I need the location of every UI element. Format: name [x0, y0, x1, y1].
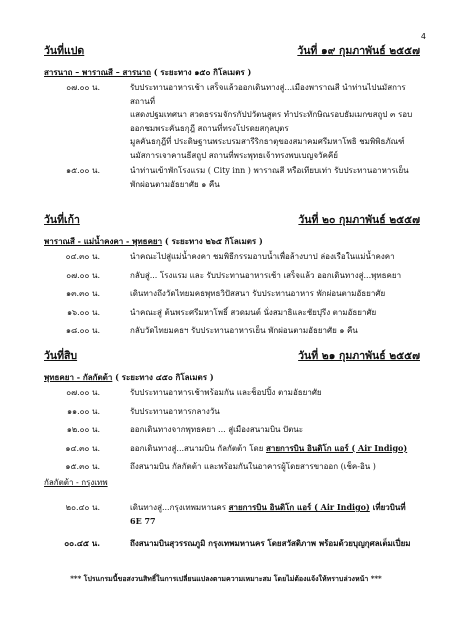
entry-time: ๑๕.๓๐ น.: [65, 462, 100, 471]
entry-description: รับประทานอาหารเช้า เสร็จแล้วออกเดินทางสู่...เมืองพาราณสี นำท่านไปนมัสการสถานที่ แสดงปฐมเทศนา สวดธรรมจักรกัปปวัตนสูตร ทำประทักษิณรอบธัมเมกขสถูป ๓ รอบ ออกชมพระคันธกุฎี สถานที่ทรงโปรดยสกุลบุตร มูลคันธกุฎีที่ ประดิษฐานพระบรมสารีริกธาตุของสมาคมศรีมหาโพธิ ชมพิพิธภัณฑ์ นมัสการเจาคานธีสถูป สถานที่พระพุทธเจ้าทรงพบเบญจวัคคีย์: [130, 83, 413, 160]
route-name: กัลกัตต้า - กรุงเทพ: [44, 478, 108, 487]
day-date: วันที่ ๑๙ กุมภาพันธ์ ๒๕๕๗: [297, 45, 420, 57]
route-distance: ( ระยะทาง ๒๖๕ กิโลเมตร ): [162, 236, 263, 246]
entry-description: กลับวัดไทยมคธฯ รับประทานอาหารเย็น พักผ่อนตามอัธยาศัย ๑ คืน: [130, 326, 358, 335]
entry-time: ๑๔.๓๐ น.: [65, 443, 100, 453]
entry-description: [130, 442, 420, 456]
airline-name: สายการบิน อินดิโก แอร์ ( Air Indigo): [228, 502, 370, 512]
entry-time: ๑๘.๐๐ น.: [65, 326, 100, 335]
page-number: 4: [420, 32, 426, 41]
entry-description-text: เดินทางสู่...กรุงเทพมหานคร: [130, 503, 229, 512]
entry-description: เดินทางถึงวัดไทยมคธพุทธวิปัสสนา รับประทานอาหาร พักผ่อนตามอัธยาศัย: [130, 289, 386, 298]
schedule-entry: [44, 269, 420, 283]
footer-note: *** โปรแกรมนี้ขอสงวนสิทธิ์ในการเปลี่ยนแปลงตามความเหมาะสม โดยไม่ต้องแจ้งให้ทราบล่วงหน้า ***: [70, 574, 382, 583]
schedule-entry: [44, 164, 420, 191]
day-header: [44, 349, 420, 363]
entry-time: ๑๒.๐๐ น.: [66, 425, 100, 434]
route-distance: ( ระยะทาง ๑๕๐ กิโลเมตร ): [150, 67, 252, 77]
day-label: วันที่สิบ: [44, 350, 78, 362]
entry-description: [130, 501, 420, 528]
entry-description: นำคณะสู่ ต้นพระศรีมหาโพธิ์ สวดมนต์ นั่งสมาธิและชัยปุรีง ตามอัธยาศัย: [130, 307, 377, 317]
day-section-9: [44, 213, 420, 338]
schedule-entry: [44, 287, 420, 301]
day-header: [44, 44, 420, 58]
airline-name: สายการบิน อินดิโก แอร์ ( Air Indigo): [265, 442, 408, 453]
entry-time: ๑๓.๓๐ น.: [66, 289, 100, 298]
schedule-entry: [44, 501, 420, 528]
entry-time: ๑๑.๐๐ น.: [66, 406, 100, 416]
route-name: สารนาถ – พาราณสี – สารนาถ: [44, 67, 151, 77]
route-name: พาราณสี - แม่น้ำคงคา - พุทธคยา: [44, 236, 163, 246]
day-label: วันที่เก้า: [44, 214, 80, 226]
entry-time: ๐๗.๐๐ น.: [66, 388, 100, 397]
day-header: [44, 213, 420, 227]
schedule-entry: [44, 324, 420, 338]
schedule-entry: [44, 460, 420, 474]
entry-time: ๑๖.๐๐ น.: [66, 307, 100, 317]
entry-description-text: ออกเดินทางสู่...สนามบิน กัลกัตต้า โดย: [130, 443, 266, 453]
route-line: [44, 235, 420, 247]
schedule-entry: [44, 250, 420, 264]
schedule-entry: [44, 386, 420, 400]
entry-time: ๐๔.๓๐ น.: [65, 252, 100, 261]
entry-time: ๐๗.๐๐ น.: [66, 83, 100, 92]
entry-description: ถึงสนามบินสุวรรณภูมิ กรุงเทพมหานคร โดยสวัสดิภาพ พร้อมด้วยบุญกุศลเต็มเปี่ยม: [130, 538, 411, 548]
route-line: [44, 66, 420, 78]
entry-time: ๐๐.๔๕ น.: [64, 538, 100, 548]
entry-time: ๒๐.๔๐ น.: [65, 503, 100, 512]
entry-time: ๑๕.๐๐ น.: [66, 166, 100, 175]
day-section-8: [44, 44, 420, 191]
entry-description: นำคณะไปสู่แม่น้ำคงคา ชมพิธีกรรมอาบน้ำเพื่อล้างบาป ล่องเรือในแม่น้ำคงคา: [130, 252, 395, 261]
route-name: พุทธคยา - กัลกัตต้า: [44, 372, 113, 382]
schedule-entry: [44, 423, 420, 437]
entry-description: รับประทานอาหารกลางวัน: [130, 406, 220, 416]
schedule-entry: [44, 81, 420, 162]
day-date: วันที่ ๒๐ กุมภาพันธ์ ๒๕๕๗: [298, 214, 420, 226]
entry-description: ถึงสนามบิน กัลกัตต้า และพร้อมกันในอาคารผู้โดยสารขาออก (เช็ค-อิน ): [130, 462, 376, 471]
entry-time: ๐๗.๐๐ น.: [66, 270, 100, 280]
schedule-entry: [44, 405, 420, 419]
schedule-entry: [44, 537, 420, 551]
day-section-10: [44, 349, 420, 474]
entry-description: กลับสู่... โรงแรม และ รับประทานอาหารเช้า เสร็จแล้ว ออกเดินทางสู่...พุทธคยา: [130, 270, 402, 280]
route-line: [44, 371, 420, 383]
entry-description: รับประทานอาหารเช้าพร้อมกัน และช็อปปิ้ง ตามอัธยาศัย: [130, 388, 322, 397]
return-flight-section: [44, 476, 420, 551]
day-date: วันที่ ๒๑ กุมภาพันธ์ ๒๕๕๗: [298, 350, 420, 362]
schedule-entry: [44, 442, 420, 456]
flight-number: เที่ยวบินที่ 6E 77: [130, 502, 406, 526]
day-label: วันที่แปด: [44, 45, 85, 57]
entry-description: ออกเดินทางจากพุทธคยา ... สู่เมืองสนามบิน ปัตนะ: [130, 425, 304, 434]
route-line: [44, 476, 420, 489]
entry-description: นำท่านเข้าพักโรงแรม ( City inn ) พาราณสี หรือเทียบเท่า รับประทานอาหารเย็น พักผ่อนตามอัธยาศัย ๑ คืน: [130, 166, 409, 189]
schedule-entry: [44, 306, 420, 320]
route-distance: ( ระยะทาง ๔๕๐ กิโลเมตร ): [112, 372, 214, 382]
